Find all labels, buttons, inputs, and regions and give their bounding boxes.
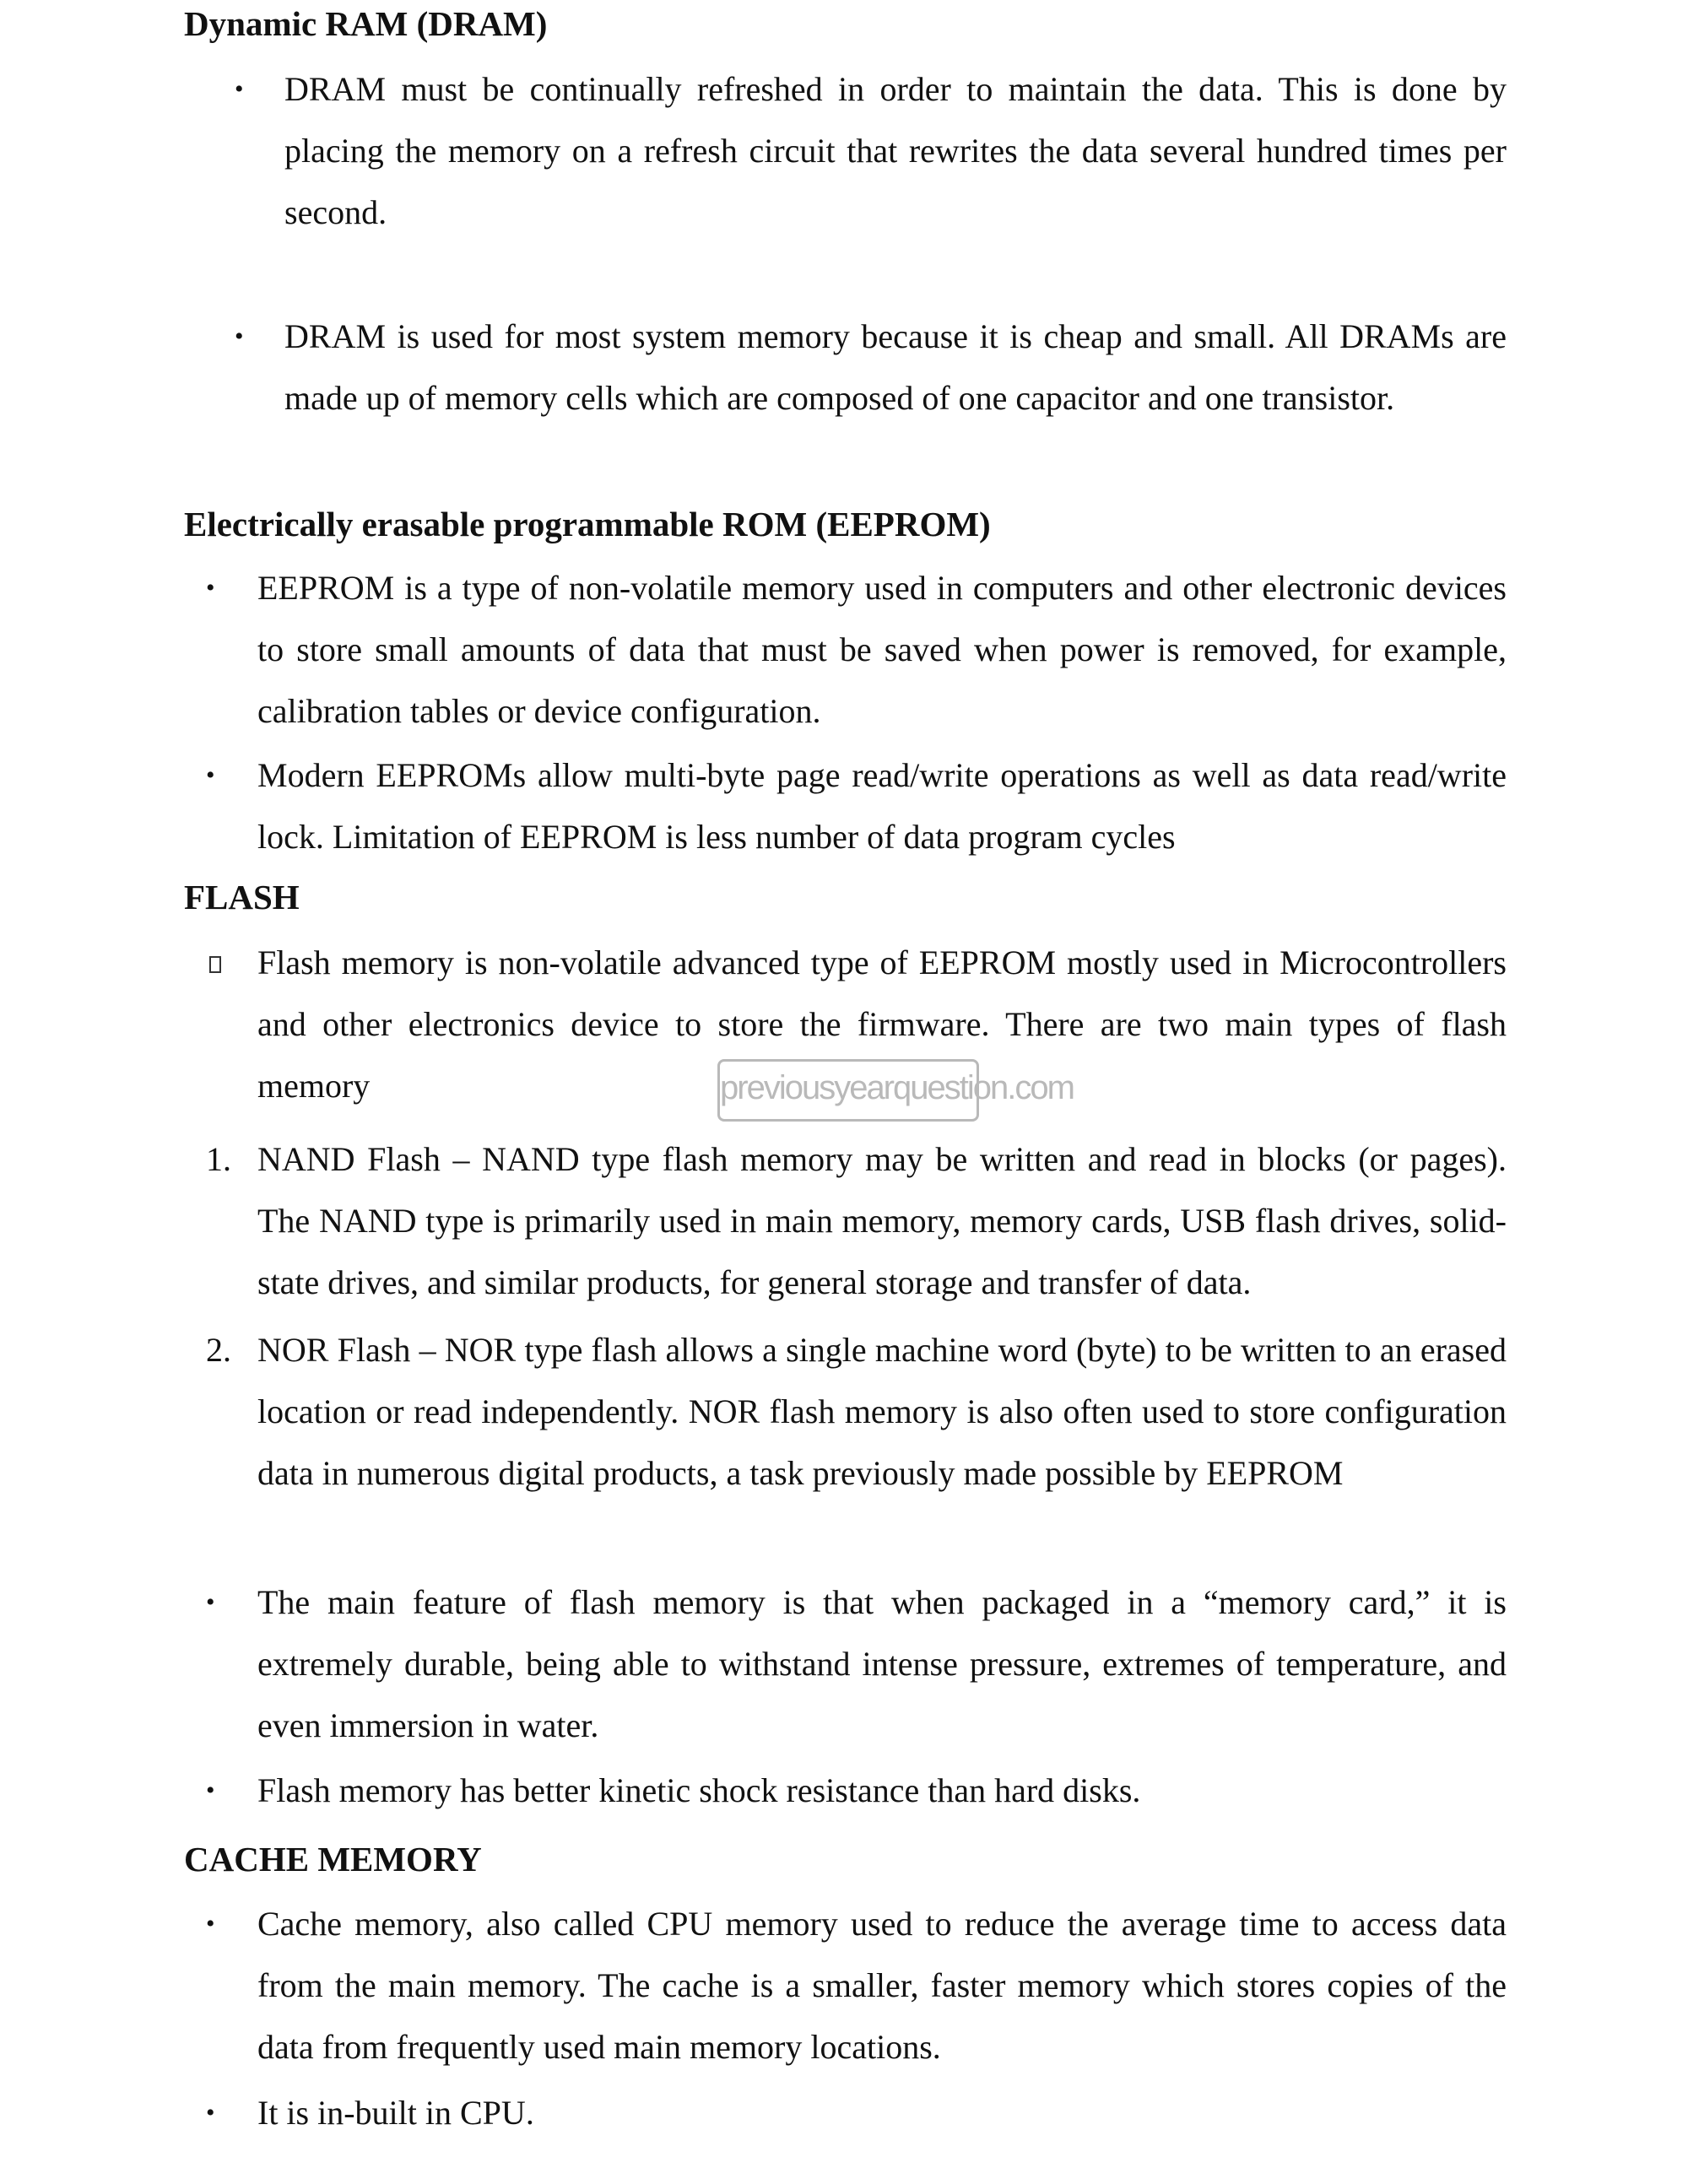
- heading-flash: FLASH: [184, 878, 300, 916]
- bullet-marker: •: [206, 1588, 215, 1616]
- bullet-marker: •: [235, 322, 244, 350]
- list-number: 2.: [206, 1331, 231, 1369]
- dram-bullet-1: DRAM must be continually refreshed in order to maintain the data. This is done by placing the memory on a refresh circuit that rewrites the data several hundred times per second.: [284, 70, 1507, 231]
- watermark-logo: previousyearquestion.com: [717, 1059, 979, 1122]
- flash-bullet-2: Flash memory has better kinetic shock resistance than hard disks.: [257, 1771, 1141, 1809]
- heading-dram: Dynamic RAM (DRAM): [184, 4, 548, 43]
- flash-bullet-1: The main feature of flash memory is that when packaged in a “memory card,” it is extremely durable, being able to withstand intense pressure, extremes of temperature, and even immersion in water.: [257, 1583, 1507, 1744]
- eeprom-bullet-1: EEPROM is a type of non-volatile memory used in computers and other electronic devices to store small amounts of data that must be saved when power is removed, for example, calibration tables or device configuration.: [257, 569, 1507, 730]
- bullet-marker: •: [206, 761, 215, 789]
- cache-bullet-2: It is in-built in CPU.: [257, 2094, 534, 2132]
- bullet-marker: •: [235, 75, 244, 103]
- eeprom-bullet-2: Modern EEPROMs allow multi-byte page read/write operations as well as data read/write lock. Limitation of EEPROM is less number of data program cycles: [257, 756, 1507, 856]
- cache-bullet-1: Cache memory, also called CPU memory used to reduce the average time to access data from the main memory. The cache is a smaller, faster memory which stores copies of the data from frequently used main memory locations.: [257, 1905, 1507, 2066]
- bullet-marker: •: [206, 574, 215, 602]
- dram-bullet-2: DRAM is used for most system memory because it is cheap and small. All DRAMs are made up of memory cells which are composed of one capacitor and one transistor.: [284, 317, 1507, 417]
- flash-numbered-item-1: NAND Flash – NAND type flash memory may be written and read in blocks (or pages). The NAND type is primarily used in main memory, memory cards, USB flash drives, solid-state drives, and similar products, for general storage and transfer of data.: [257, 1140, 1507, 1301]
- list-number: 1.: [206, 1140, 231, 1178]
- box-bullet-marker: [209, 956, 221, 973]
- heading-cache: CACHE MEMORY: [184, 1840, 482, 1879]
- bullet-marker: •: [206, 1776, 215, 1804]
- flash-numbered-item-2: NOR Flash – NOR type flash allows a single machine word (byte) to be written to an erased location or read independently. NOR flash memory is also often used to store configuration data in numerous digital products, a task previously made possible by EEPROM: [257, 1331, 1507, 1492]
- bullet-marker: •: [206, 1910, 215, 1938]
- heading-eeprom: Electrically erasable programmable ROM (EEPROM): [184, 505, 991, 543]
- flash-intro: Flash memory is non-volatile advanced type of EEPROM mostly used in Microcontrollers and other electronics device to store the firmware. There are two main types of flash memory: [257, 943, 1507, 1105]
- bullet-marker: •: [206, 2099, 215, 2127]
